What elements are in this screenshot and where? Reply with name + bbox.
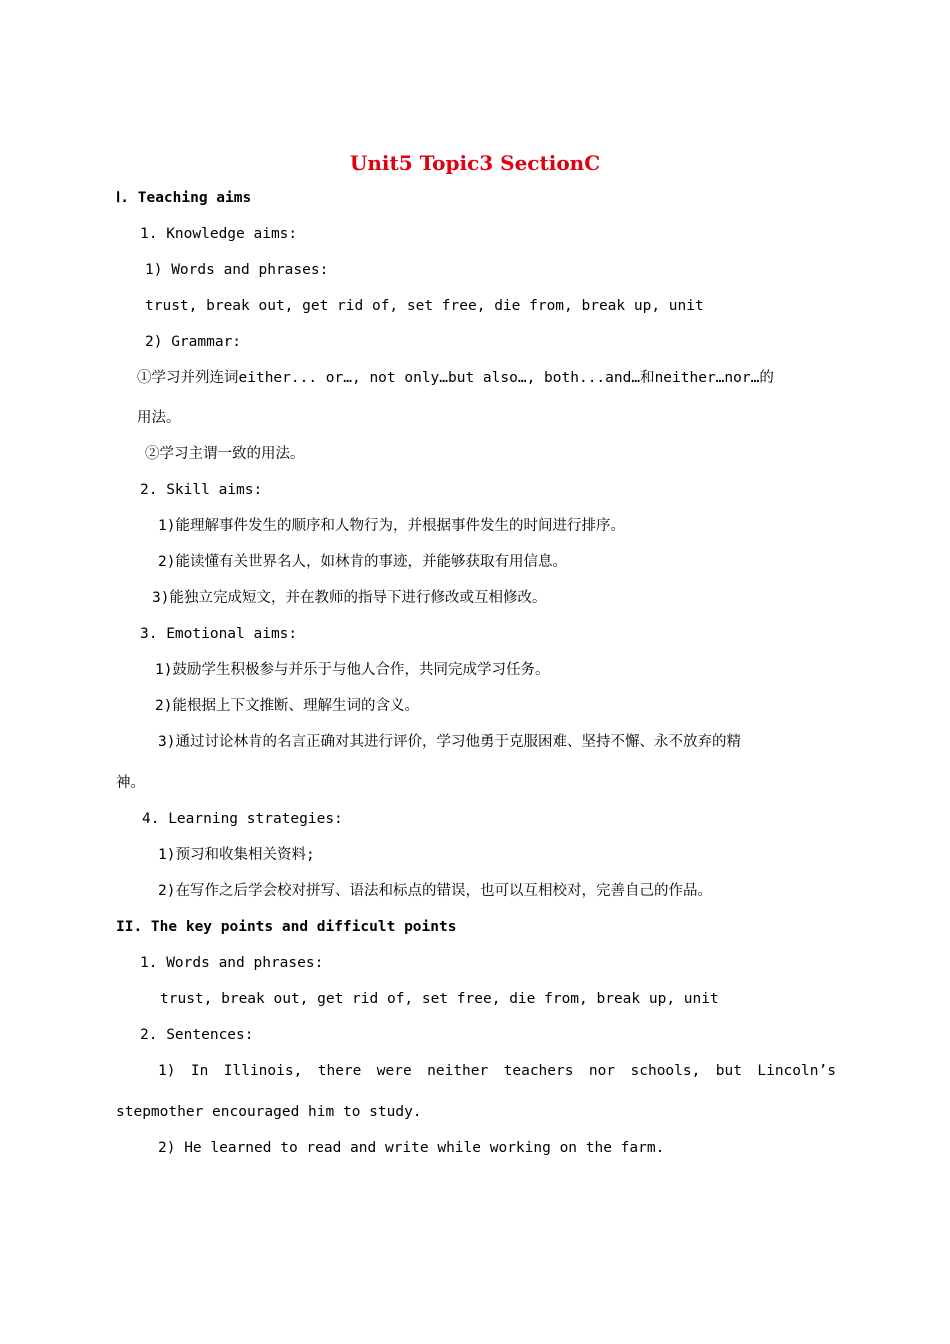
sentence-1-word: 1)	[158, 1063, 176, 1079]
sentence-1-word: were	[376, 1063, 412, 1079]
section-heading-key-points: II. The key points and difficult points	[116, 919, 457, 935]
sentence-1-word: but	[715, 1063, 742, 1079]
emotional-item-1: 1)鼓励学生积极参与并乐于与他人合作，共同完成学习任务。	[155, 662, 550, 678]
sentence-1	[158, 1061, 836, 1081]
skill-item-3: 3)能独立完成短文，并在教师的指导下进行修改或互相修改。	[152, 590, 547, 606]
key-words-label: 1. Words and phrases:	[140, 955, 324, 971]
learning-strategies-label: 4. Learning strategies:	[142, 811, 343, 827]
grammar-label: 2) Grammar:	[145, 334, 242, 350]
sentence-1-word: Lincoln’s	[757, 1063, 836, 1079]
sentence-1-continued: stepmother encouraged him to study.	[116, 1104, 422, 1120]
sentences-label: 2. Sentences:	[140, 1027, 254, 1043]
sentence-1-word: Illinois,	[223, 1063, 303, 1079]
emotional-item-3-continued: 神。	[116, 775, 145, 791]
emotional-aims-label: 3. Emotional aims:	[140, 626, 298, 642]
words-phrases-label: 1) Words and phrases:	[145, 262, 329, 278]
knowledge-aims-label: 1. Knowledge aims:	[140, 226, 298, 242]
words-phrases-list: trust, break out, get rid of, set free, die from, break up, unit	[145, 298, 704, 314]
sentence-1-word: schools,	[630, 1063, 701, 1079]
emotional-item-3: 3)通过讨论林肯的名言正确对其进行评价，学习他勇于克服困难、坚持不懈、永不放弃的精	[158, 734, 741, 750]
strategies-item-2: 2)在写作之后学会校对拼写、语法和标点的错误，也可以互相校对，完善自己的作品。	[158, 883, 712, 899]
grammar-item-2: ②学习主谓一致的用法。	[145, 446, 305, 462]
sentence-1-word: there	[317, 1063, 362, 1079]
grammar-item-1: ①学习并列连词either... or…, not only…but also…, both...and…和neither…nor…的	[137, 370, 774, 386]
strategies-item-1: 1)预习和收集相关资料;	[158, 847, 315, 863]
sentence-1-word: teachers	[503, 1063, 574, 1079]
sentence-1-word: In	[190, 1063, 209, 1079]
skill-aims-label: 2. Skill aims:	[140, 482, 263, 498]
skill-item-2: 2)能读懂有关世界名人，如林肯的事迹，并能够获取有用信息。	[158, 554, 567, 570]
sentence-2: 2) He learned to read and write while working on the farm.	[158, 1140, 665, 1156]
sentence-1-word: nor	[588, 1063, 616, 1079]
key-words-list: trust, break out, get rid of, set free, die from, break up, unit	[160, 991, 719, 1007]
page-title: Unit5 Topic3 SectionC	[349, 151, 601, 175]
grammar-item-1-continued: 用法。	[137, 410, 181, 426]
sentence-1-word: neither	[427, 1063, 489, 1079]
skill-item-1: 1)能理解事件发生的顺序和人物行为，并根据事件发生的时间进行排序。	[158, 518, 625, 534]
section-heading-teaching-aims: Ⅰ. Teaching aims	[116, 190, 252, 206]
emotional-item-2: 2)能根据上下文推断、理解生词的含义。	[155, 698, 419, 714]
